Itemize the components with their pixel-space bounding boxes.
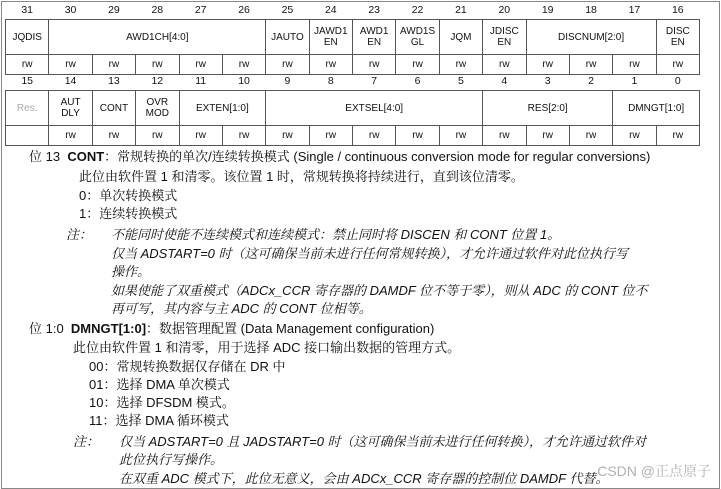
bit-number: 1 bbox=[631, 74, 638, 87]
access-type: rw bbox=[396, 126, 439, 146]
cont-note-3: 如果使能了双重模式（ADCx_CCR 寄存器的 DAMDF 位不等于零），则从 ADC 的 CONT 位不 bbox=[111, 283, 648, 298]
cont-note-2-cont: 操作。 bbox=[111, 264, 151, 279]
dmngt-note-1-cont: 此位执行写操作。 bbox=[119, 452, 224, 467]
access-type: rw bbox=[526, 55, 569, 75]
access-type: rw bbox=[49, 126, 92, 146]
dmngt-title: 位 1:0 DMNGT[1:0]：数据管理配置 (Data Management configuration) bbox=[29, 321, 435, 336]
register-field: AUT DLY bbox=[49, 91, 92, 126]
access-type: rw bbox=[353, 126, 396, 146]
access-type bbox=[6, 126, 49, 146]
bit-number: 31 bbox=[21, 3, 34, 16]
access-type: rw bbox=[656, 55, 699, 75]
dmngt-note-label: 注： bbox=[73, 434, 100, 449]
bit-number: 19 bbox=[541, 3, 554, 16]
bit-number: 16 bbox=[671, 3, 684, 16]
access-type: rw bbox=[179, 126, 222, 146]
bit-number: 15 bbox=[21, 74, 34, 87]
dmngt-option-00: 00：常规转换数据仅存储在 DR 中 bbox=[89, 359, 286, 374]
access-type: rw bbox=[439, 126, 482, 146]
cont-note-1: 不能同时使能不连续模式和连续模式：禁止同时将 DISCEN 和 CONT 位置 1。 bbox=[111, 227, 561, 242]
access-type: rw bbox=[136, 126, 179, 146]
access-type: rw bbox=[396, 55, 439, 75]
access-type: rw bbox=[613, 55, 656, 75]
bit-number: 24 bbox=[324, 3, 337, 16]
bit-number: 7 bbox=[371, 74, 378, 87]
bit-number: 3 bbox=[544, 74, 551, 87]
bit-number: 9 bbox=[284, 74, 291, 87]
dmngt-desc-line: 此位由软件置 1 和清零，用于选择 ADC 接口输出数据的管理方式。 bbox=[73, 340, 461, 355]
bit-number: 22 bbox=[411, 3, 424, 16]
access-type: rw bbox=[92, 126, 135, 146]
register-field: AWD1S GL bbox=[396, 20, 439, 55]
register-field: EXTEN[1:0] bbox=[179, 91, 266, 126]
watermark: CSDN @正点原子 bbox=[597, 463, 711, 479]
reserved-field: Res. bbox=[6, 91, 49, 126]
access-type: rw bbox=[526, 126, 569, 146]
access-type: rw bbox=[656, 126, 699, 146]
bit-number: 26 bbox=[238, 3, 250, 16]
bit-number: 27 bbox=[194, 3, 207, 16]
bit-number: 14 bbox=[64, 74, 77, 87]
register-lower-half bbox=[5, 72, 700, 146]
access-type: rw bbox=[613, 126, 656, 146]
dmngt-option-10: 10：选择 DFSDM 模式。 bbox=[89, 395, 235, 410]
bit-number: 11 bbox=[195, 74, 207, 87]
access-type: rw bbox=[439, 55, 482, 75]
access-type: rw bbox=[179, 55, 222, 75]
bit-number: 12 bbox=[151, 74, 164, 87]
access-type: rw bbox=[6, 55, 49, 75]
register-field: RES[2:0] bbox=[483, 91, 613, 126]
register-field: DMNGT[1:0] bbox=[613, 91, 700, 126]
access-type: rw bbox=[569, 126, 612, 146]
dmngt-note-2: 在双重 ADC 模式下，此位无意义，会由 ADCx_CCR 寄存器的控制位 DAMDF 代替。 bbox=[119, 471, 609, 486]
dmngt-option-11: 11：选择 DMA 循环模式 bbox=[89, 413, 229, 428]
cont-option-0: 0：单次转换模式 bbox=[79, 188, 178, 203]
access-type: rw bbox=[136, 55, 179, 75]
register-upper-half bbox=[5, 1, 700, 75]
bit-number: 29 bbox=[108, 3, 120, 16]
bit-number: 18 bbox=[585, 3, 597, 16]
bit-number: 30 bbox=[64, 3, 77, 16]
bit-number: 23 bbox=[368, 3, 381, 16]
register-field: CONT bbox=[92, 91, 135, 126]
access-type: rw bbox=[49, 55, 92, 75]
cont-note-2: 仅当 ADSTART=0 时（这可确保当前未进行任何常规转换），才允许通过软件对此位执行写 bbox=[111, 246, 629, 261]
bit-number: 5 bbox=[458, 74, 464, 87]
bit-number: 25 bbox=[281, 3, 294, 16]
register-field: OVR MOD bbox=[136, 91, 179, 126]
register-field: JQM bbox=[439, 20, 482, 55]
access-type: rw bbox=[222, 126, 265, 146]
dmngt-note-1: 仅当 ADSTART=0 且 JADSTART=0 时（这可确保当前未进行任何转换），才允许通过软件对 bbox=[119, 434, 647, 449]
register-field: JDISC EN bbox=[483, 20, 526, 55]
bit-number: 6 bbox=[414, 74, 421, 87]
access-type: rw bbox=[92, 55, 135, 75]
bit-number: 28 bbox=[151, 3, 164, 16]
register-field: JQDIS bbox=[6, 20, 49, 55]
bit-number: 21 bbox=[455, 3, 467, 16]
access-type: rw bbox=[266, 55, 309, 75]
register-field: JAWD1 EN bbox=[309, 20, 352, 55]
register-field: DISCNUM[2:0] bbox=[526, 20, 656, 55]
access-type: rw bbox=[309, 55, 352, 75]
access-type: rw bbox=[483, 126, 526, 146]
access-type: rw bbox=[353, 55, 396, 75]
register-field: AWD1CH[4:0] bbox=[49, 20, 266, 55]
cont-field-name: CONT bbox=[67, 149, 105, 164]
cont-desc-line: 此位由软件置 1 和清零。该位置 1 时，常规转换将持续进行，直到该位清零。 bbox=[79, 169, 524, 184]
bit-number: 17 bbox=[628, 3, 641, 16]
access-type: rw bbox=[266, 126, 309, 146]
cont-note-3-cont: 再可写，其内容与主 ADC 的 CONT 位相等。 bbox=[111, 301, 372, 316]
bit-number: 0 bbox=[674, 74, 681, 87]
bit-number: 8 bbox=[327, 74, 334, 87]
register-field: DISC EN bbox=[656, 20, 699, 55]
access-type: rw bbox=[222, 55, 265, 75]
register-field: EXTSEL[4:0] bbox=[266, 91, 483, 126]
cont-title: 位 13 CONT：常规转换的单次/连续转换模式 (Single / continuous conversion mode for regular conversions) bbox=[29, 149, 651, 164]
dmngt-option-01: 01：选择 DMA 单次模式 bbox=[89, 377, 230, 392]
cont-option-1: 1：连续转换模式 bbox=[79, 206, 178, 221]
access-type: rw bbox=[309, 126, 352, 146]
access-type: rw bbox=[569, 55, 612, 75]
register-field: AWD1 EN bbox=[353, 20, 396, 55]
bit-number: 20 bbox=[498, 3, 511, 16]
register-field: JAUTO bbox=[266, 20, 309, 55]
bit-number: 4 bbox=[501, 74, 508, 87]
cont-note-label: 注： bbox=[66, 227, 93, 242]
access-type: rw bbox=[483, 55, 526, 75]
dmngt-field-name: DMNGT[1:0] bbox=[70, 321, 147, 336]
bit-number: 10 bbox=[238, 74, 250, 87]
bit-number: 13 bbox=[108, 74, 120, 87]
bit-number: 2 bbox=[588, 74, 594, 87]
